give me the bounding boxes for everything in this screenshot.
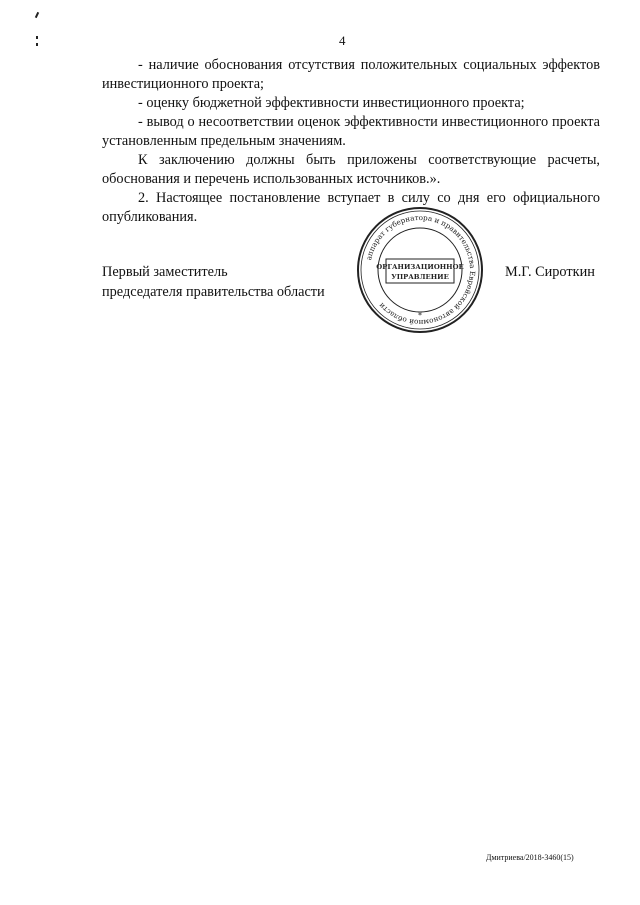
scan-mark (36, 43, 38, 46)
page-number: 4 (339, 33, 346, 48)
signatory-name: М.Г. Сироткин (505, 264, 595, 280)
paragraph-effective-date: 2. Настоящее постановление вступает в силу со дня его официального опубликования. (102, 190, 600, 225)
paragraph-attachments: К заключению должны быть приложены соответствующие расчеты, обоснования и перечень использованных источников.». (102, 152, 600, 187)
stamp-center-line1: ОРГАНИЗАЦИОННОЕ (376, 263, 464, 271)
stamp-star-icon: * (418, 311, 422, 320)
scan-mark (36, 36, 38, 39)
stamp-ring-text: аппарат губернатора и правительства Еврейской автономной области (364, 212, 478, 328)
scan-mark (35, 12, 39, 18)
official-stamp (355, 205, 485, 335)
paragraph-budget-efficiency: - оценку бюджетной эффективности инвестиционного проекта; (138, 95, 525, 111)
paragraph-conclusion-mismatch: - вывод о несоответствии оценок эффективности инвестиционного проекта установленным предельным значениям. (102, 114, 600, 149)
document-body (102, 56, 600, 227)
signatory-title (102, 262, 325, 302)
paragraph-social-effects: - наличие обоснования отсутствия положительных социальных эффектов инвестиционного проекта; (102, 57, 600, 92)
signatory-title-line1: Первый заместитель (102, 264, 228, 280)
footer-document-code: Дмитриева/2018-3460(15) (486, 853, 574, 862)
stamp-center-line2: УПРАВЛЕНИЕ (391, 273, 449, 281)
signatory-title-line2: председателя правительства области (102, 284, 325, 300)
